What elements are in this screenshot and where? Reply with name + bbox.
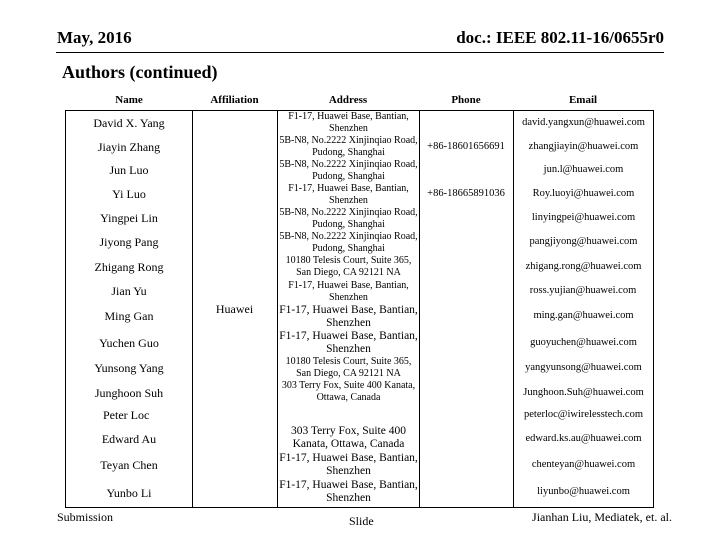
author-email: edward.ks.au@huawei.com — [525, 433, 642, 444]
author-name: Junghoon Suh — [94, 386, 164, 400]
author-address: F1-17, Huawei Base, Bantian, Shenzhen — [279, 478, 418, 504]
footer-author: Jianhan Liu, Mediatek, et. al. — [532, 510, 672, 524]
author-email: Roy.luoyi@huawei.com — [532, 188, 635, 199]
author-email: yangyunsong@huawei.com — [525, 362, 642, 373]
col-header-phone: Phone — [451, 94, 481, 106]
author-name: Teyan Chen — [100, 458, 158, 472]
author-address: 5B-N8, No.2222 Xinjinqiao Road, Pudong, Shanghai — [279, 159, 418, 182]
author-email: david.yangxun@huawei.com — [522, 117, 645, 128]
author-name: Jian Yu — [111, 284, 147, 298]
author-address: F1-17, Huawei Base, Bantian, Shenzhen — [288, 280, 409, 303]
author-name: Zhigang Rong — [94, 260, 164, 274]
author-name: Jun Luo — [109, 163, 149, 177]
author-name: Yunsong Yang — [94, 361, 164, 375]
author-name: Yuchen Guo — [99, 336, 159, 350]
author-name: Jiayin Zhang — [97, 140, 161, 154]
author-address: 303 Terry Fox, Suite 400 Kanata, Ottawa, Canada — [291, 424, 406, 450]
author-address: 5B-N8, No.2222 Xinjinqiao Road, Pudong, Shanghai — [279, 207, 418, 230]
table-divider — [419, 110, 420, 508]
author-name: Ming Gan — [104, 309, 154, 323]
author-address: F1-17, Huawei Base, Bantian, Shenzhen — [279, 451, 418, 477]
author-phone: +86-18665891036 — [427, 188, 505, 199]
author-address: F1-17, Huawei Base, Bantian, Shenzhen — [288, 111, 409, 134]
author-address: F1-17, Huawei Base, Bantian, Shenzhen — [279, 303, 418, 329]
author-address: F1-17, Huawei Base, Bantian, Shenzhen — [288, 183, 409, 206]
author-email: jun.l@huawei.com — [543, 164, 624, 175]
author-email: Junghoon.Suh@huawei.com — [523, 387, 644, 398]
author-email: zhangjiayin@huawei.com — [528, 141, 639, 152]
author-email: guoyuchen@huawei.com — [530, 337, 637, 348]
col-header-email: Email — [568, 94, 598, 106]
author-name: Edward Au — [101, 432, 157, 446]
author-name: Yi Luo — [112, 187, 146, 201]
author-address: 5B-N8, No.2222 Xinjinqiao Road, Pudong, Shanghai — [279, 231, 418, 254]
author-name: Yunbo Li — [106, 486, 152, 500]
author-email: ross.yujian@huawei.com — [529, 285, 637, 296]
author-address: 10180 Telesis Court, Suite 365, San Diego, CA 92121 NA — [285, 255, 412, 278]
author-email: zhigang.rong@huawei.com — [525, 261, 642, 272]
col-header-name: Name — [115, 94, 143, 106]
author-email: peterloc@iwirelesstech.com — [524, 409, 643, 420]
author-email: linyingpei@huawei.com — [531, 212, 636, 223]
header-doc-id: doc.: IEEE 802.11-16/0655r0 — [456, 28, 664, 47]
table-border-bottom — [65, 507, 654, 508]
page-title: Authors (continued) — [62, 62, 218, 82]
author-name: Jiyong Pang — [99, 235, 159, 249]
author-name: Yingpei Lin — [100, 211, 158, 225]
author-address: 5B-N8, No.2222 Xinjinqiao Road, Pudong, Shanghai — [279, 135, 418, 158]
header-rule — [56, 52, 664, 53]
col-header-affiliation: Affiliation — [210, 94, 259, 106]
author-name: David X. Yang — [93, 116, 165, 130]
author-address: 10180 Telesis Court, Suite 365, San Diego, CA 92121 NA — [285, 356, 412, 379]
author-email: chenteyan@huawei.com — [531, 459, 636, 470]
footer-submission: Submission — [57, 510, 114, 524]
author-name: Peter Loc — [103, 408, 150, 422]
affiliation-cell: Huawei — [215, 301, 254, 316]
table-border-right — [653, 110, 654, 508]
col-header-address: Address — [328, 94, 368, 106]
author-email: ming.gan@huawei.com — [533, 310, 634, 321]
author-email: liyunbo@huawei.com — [537, 486, 630, 497]
footer-slide: Slide — [349, 514, 374, 528]
author-email: pangjiyong@huawei.com — [529, 236, 638, 247]
author-phone: +86-18601656691 — [427, 141, 505, 152]
header-date: May, 2016 — [57, 28, 132, 47]
author-address: 303 Terry Fox, Suite 400 Kanata, Ottawa, Canada — [281, 380, 416, 403]
author-address: F1-17, Huawei Base, Bantian, Shenzhen — [279, 329, 418, 355]
